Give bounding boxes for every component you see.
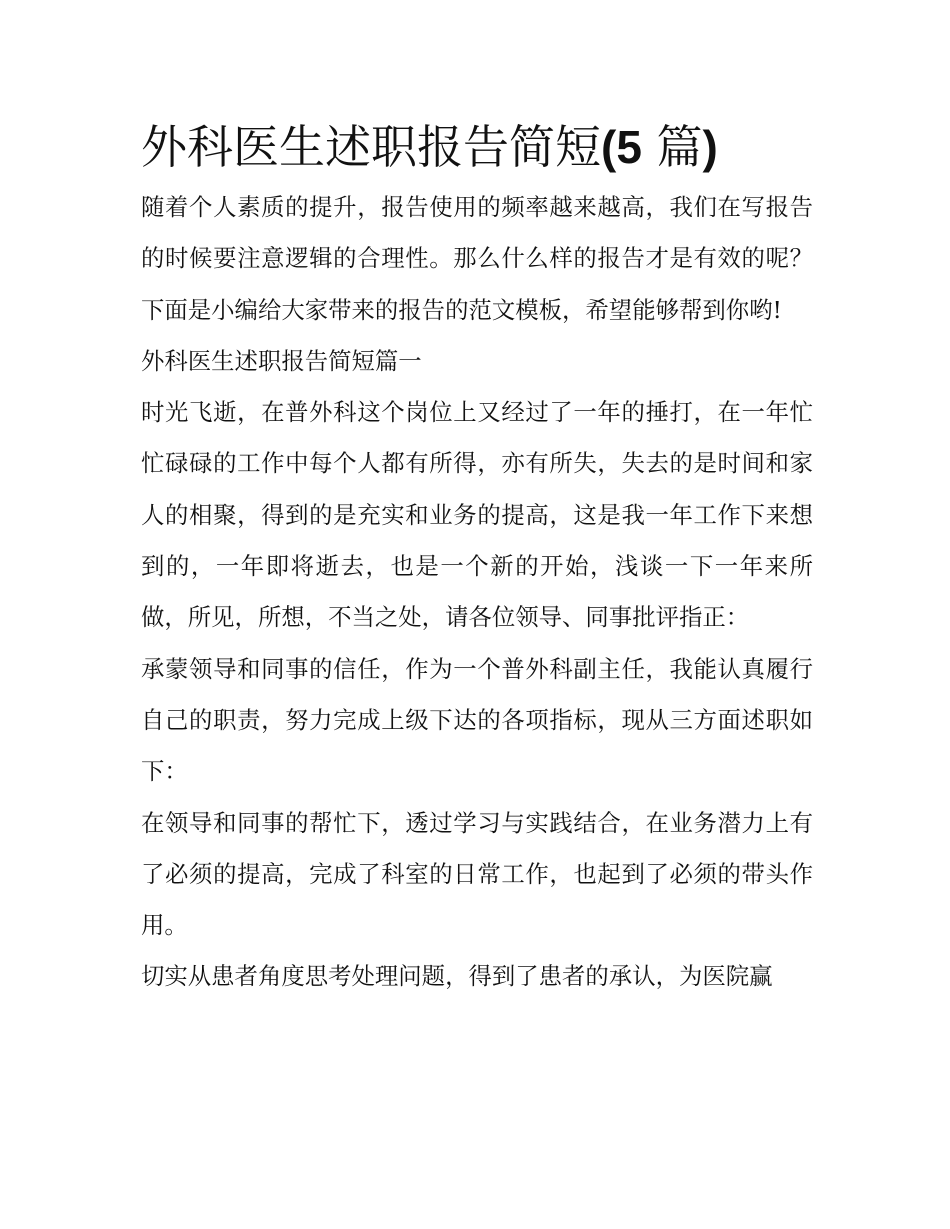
title-main: 外科医生述职报告简短 <box>141 120 601 174</box>
body-paragraph: 在领导和同事的帮忙下，透过学习与实践结合，在业务潜力上有了必须的提高，完成了科室的日常工作，也起到了必须的带头作用。 <box>141 808 813 940</box>
body-paragraph: 时光飞逝，在普外科这个岗位上又经过了一年的捶打，在一年忙忙碌碌的工作中每个人都有所得，亦有所失，失去的是时间和家人的相聚，得到的是充实和业务的提高，这是我一年工作下来想到的，一年即将逝去，也是一个新的开始，浅谈一下一年来所做，所见，所想，不当之处，请各位领导、同事批评指正： <box>141 398 813 632</box>
title-close: ) <box>702 121 718 173</box>
document-page <box>141 112 813 1003</box>
body-paragraph: 切实从患者角度思考处理问题，得到了患者的承认，为医院赢 <box>141 962 773 991</box>
body-paragraph: 承蒙领导和同事的信任，作为一个普外科副主任，我能认真履行自己的职责，努力完成上级下达的各项指标，现从三方面述职如下： <box>141 654 813 786</box>
section-heading: 外科医生述职报告简短篇一 <box>141 346 422 375</box>
title-unit: 篇 <box>656 120 703 174</box>
intro-paragraph: 随着个人素质的提升，报告使用的频率越来越高，我们在写报告的时候要注意逻辑的合理性。那么什么样的报告才是有效的呢？下面是小编给大家带来的报告的范文模板，希望能够帮到你哟! <box>141 193 813 324</box>
document-title <box>141 112 813 182</box>
title-count: (5 <box>601 121 642 173</box>
